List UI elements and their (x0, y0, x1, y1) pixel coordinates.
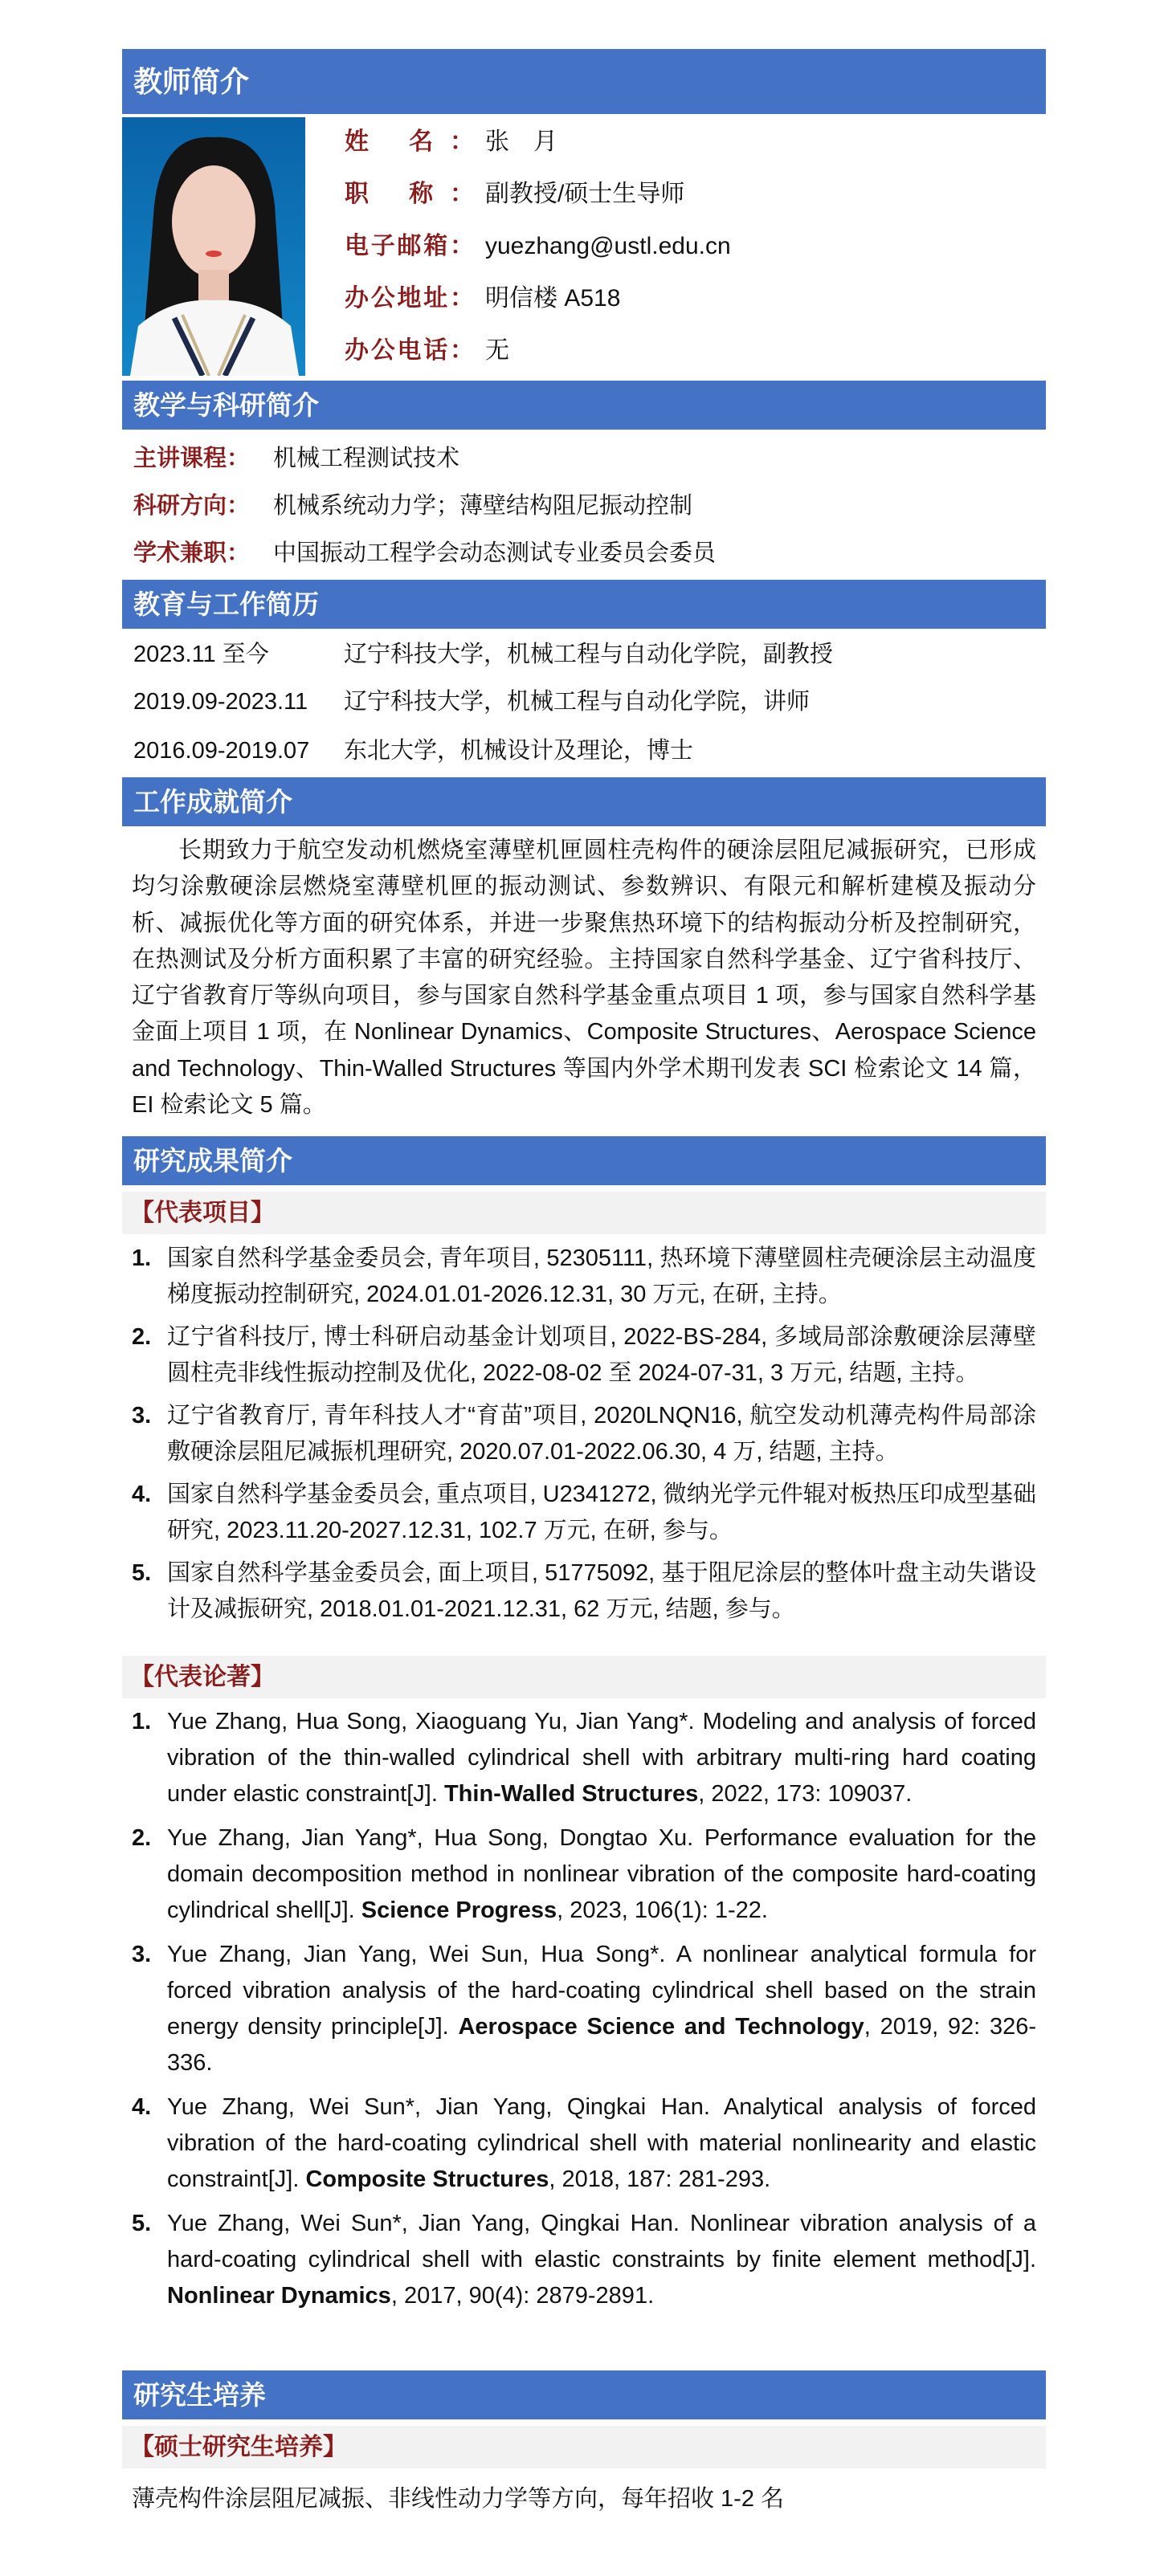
item-number: 5. (132, 2211, 152, 2236)
paper-citation: , 2023, 106(1): 1-22. (557, 1897, 768, 1923)
section-header-graduate: 研究生培养 (122, 2370, 1046, 2419)
teacher-photo (122, 117, 305, 376)
paper-journal: Aerospace Science and Technology (458, 2014, 864, 2040)
project-item (132, 1398, 1036, 1470)
info-title: 职 称： 副教授/硕士生导师 (345, 181, 685, 207)
email-link[interactable]: yuezhang@ustl.edu.cn (485, 233, 731, 259)
project-item (132, 1477, 1036, 1549)
paper-authors-title: Yue Zhang, Wei Sun*, Jian Yang, Qingkai Han. Nonlinear vibration analysis of a hard-coating cylindrical shell with elastic constraints by finite element method[J]. (167, 2211, 1036, 2272)
paper-journal: Science Progress (361, 1897, 557, 1923)
project-text: 辽宁省教育厅, 青年科技人才“育苗”项目, 2020LNQN16, 航空发动机薄壳构件局部涂敷硬涂层阻尼减振机理研究, 2020.07.01-2022.06.30, 4 万, 结题, 主持。 (167, 1403, 1036, 1465)
paper-citation: , 2019, 92: 326-336. (167, 2014, 1037, 2076)
section-header-research: 研究成果简介 (122, 1136, 1046, 1185)
paper-item (132, 1704, 1036, 1812)
item-number: 2. (132, 1324, 152, 1350)
item-number: 4. (132, 2094, 152, 2120)
graduate-text: 薄壳构件涂层阻尼减振、非线性动力学等方向，每年招收 1-2 名 (132, 2486, 785, 2512)
info-name: 姓 名： 张 月 (345, 128, 557, 155)
achievements-text: 长期致力于航空发动机燃烧室薄壁机匣圆柱壳构件的硬涂层阻尼减振研究，已形成均匀涂敷硬涂层燃烧室薄壁机匣的振动测试、参数辨识、有限元和解析建模及振动分析、减振优化等方面的研究体系，并进一步聚焦热环境下的结构振动分析及控制研究，在热测试及分析方面积累了丰富的研究经验。主持国家自然科学基金、辽宁省科技厅、辽宁省教育厅等纵向项目，参与国家自然科学基金重点项目 1 项，参与国家自然科学基金面上项目 1 项，在 Nonlinear Dynamics、Composite Structures、Aerospace Science and Technology、Thin-Walled Structures 等国内外学术期刊发表 SCI 检索论文 14 篇，EI 检索论文 5 篇。 (132, 838, 1036, 1119)
item-number: 1. (132, 1709, 152, 1734)
paper-authors-title: Yue Zhang, Jian Yang, Wei Sun, Hua Song*. A nonlinear analytical formula for forced vibration analysis of the hard-coating cylindrical shell based on the strain energy density principle[J]. (167, 1942, 1036, 2040)
item-number: 3. (132, 1942, 152, 1967)
projects-list (122, 1241, 1046, 1634)
project-item (132, 1555, 1036, 1628)
paper-journal: Nonlinear Dynamics (167, 2283, 391, 2309)
paper-item (132, 1820, 1036, 1929)
project-item (132, 1241, 1036, 1313)
paper-authors-title: Yue Zhang, Hua Song, Xiaoguang Yu, Jian Yang*. Modeling and analysis of forced vibration of the thin-walled cylindrical shell with arbitrary multi-ring hard coating under elastic constraint[J]. (167, 1709, 1036, 1807)
section-header-teaching: 教学与科研简介 (122, 381, 1046, 430)
section-header-history: 教育与工作简历 (122, 580, 1046, 629)
paper-authors-title: Yue Zhang, Jian Yang*, Hua Song, Dongtao Xu. Performance evaluation for the domain decomposition method in nonlinear vibration of the composite hard-coating cylindrical shell[J]. (167, 1825, 1036, 1923)
item-number: 1. (132, 1245, 152, 1271)
project-text: 国家自然科学基金委员会, 面上项目, 51775092, 基于阻尼涂层的整体叶盘主动失谐设计及减振研究, 2018.01.01-2021.12.31, 62 万元, 结题, 参与。 (167, 1560, 1036, 1622)
info-office: 办公地址： 明信楼 A518 (345, 285, 621, 312)
project-text: 国家自然科学基金委员会, 重点项目, U2341272, 微纳光学元件辊对板热压印成型基础研究, 2023.11.20-2027.12.31, 102.7 万元, 在研, 参与。 (167, 1482, 1036, 1543)
projects-subheader: 【代表项目】 (122, 1192, 1046, 1234)
papers-list (122, 1704, 1046, 2322)
project-text: 国家自然科学基金委员会, 青年项目, 52305111, 热环境下薄壁圆柱壳硬涂层主动温度梯度振动控制研究, 2024.01.01-2026.12.31, 30 万元, 在研, 主持。 (167, 1245, 1036, 1307)
project-text: 辽宁省科技厅, 博士科研启动基金计划项目, 2022-BS-284, 多域局部涂敷硬涂层薄壁圆柱壳非线性振动控制及优化, 2022-08-02 至 2024-07-31, 3 万元, 结题, 主持。 (167, 1324, 1036, 1386)
paper-journal: Thin-Walled Structures (443, 1781, 699, 1807)
item-number: 2. (132, 1825, 152, 1851)
item-number: 4. (132, 1482, 152, 1507)
paper-citation: , 2017, 90(4): 2879-2891. (390, 2283, 655, 2309)
paper-citation: , 2018, 187: 281-293. (549, 2166, 771, 2192)
section-header-profile: 教师简介 (122, 49, 1046, 114)
paper-item (132, 2206, 1036, 2314)
paper-journal: Composite Structures (305, 2166, 549, 2192)
info-email: 电子邮箱： yuezhang@ustl.edu.cn (345, 233, 731, 259)
info-phone: 办公电话： 无 (345, 337, 509, 364)
item-number: 3. (132, 1403, 152, 1429)
papers-subheader: 【代表论著】 (122, 1656, 1046, 1698)
paper-item (132, 2089, 1036, 2198)
paper-authors-title: Yue Zhang, Wei Sun*, Jian Yang, Qingkai Han. Analytical analysis of forced vibration of the hard-coating cylindrical shell with material nonlinearity and elastic constraint[J]. (167, 2094, 1036, 2192)
paper-citation: , 2022, 173: 109037. (698, 1781, 913, 1807)
paper-item (132, 1937, 1036, 2081)
graduate-subheader: 【硕士研究生培养】 (122, 2426, 1046, 2468)
item-number: 5. (132, 1560, 152, 1586)
section-header-achievements: 工作成就简介 (122, 777, 1046, 826)
project-item (132, 1319, 1036, 1392)
